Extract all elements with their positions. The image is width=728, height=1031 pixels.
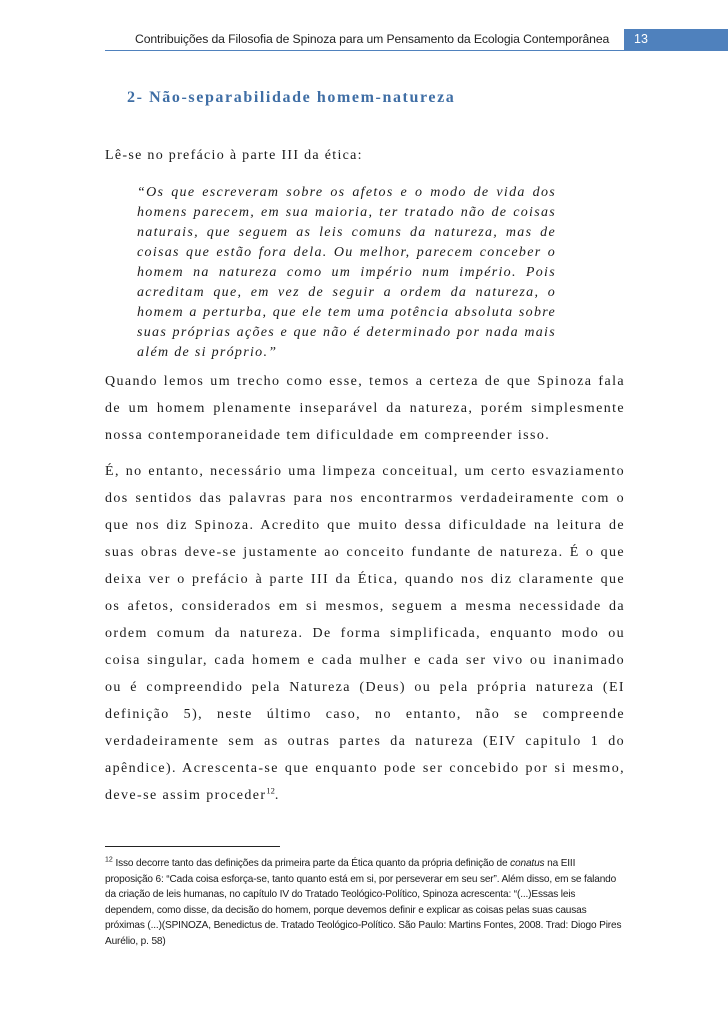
block-quote: “Os que escreveram sobre os afetos e o modo de vida dos homens parecem, em sua maioria, ter tratado não de coisas naturais, que seguem as leis comuns da natureza, mas de coisas que estão fora dela. Ou melhor, parecem conceber o homem na natureza como um império num império. Pois acreditam que, em vez de seguir a ordem da natureza, o homem a perturba, que ele tem uma potência absoluta sobre suas próprias ações e que não é determinado por nada mais além de si próprio.” — [137, 185, 556, 360]
footnote-number: 12 — [105, 856, 113, 864]
body-paragraph-2 — [105, 458, 625, 809]
footnote-text-before: Isso decorre tanto das definições da primeira parte da Ética quanto da própria definição de — [112, 858, 511, 869]
running-title: Contribuições da Filosofia de Spinoza para um Pensamento da Ecologia Contemporânea — [135, 32, 610, 46]
intro-text: Lê-se no prefácio à parte III da ética: — [105, 148, 363, 163]
footnote-text-after: na EIII proposição 6: “Cada coisa esforça-se, tanto quanto está em si, por perseverar em seu ser”. Além disso, em se falando da criação de leis humanas, no capítulo IV do Tratado Teológico-Político, Spinoza acrescenta: “(...)Essas leis dependem, como disse, da decisão do homem, porque devemos definir e explicar as coisas pelas suas causas próximas (...)(SPINOZA, Benedictus de. Tratado Teológico-Político. São Paulo: Martins Fontes, 2008. Trad: Diogo Pires Aurélio, p. 58) — [105, 858, 622, 947]
body-paragraph-1: Quando lemos um trecho como esse, temos a certeza de que Spinoza fala de um homem plenamente inseparável da natureza, porém simplesmente nossa contemporaneidade tem dificuldade em compreender isso. — [105, 374, 625, 443]
header-rule — [105, 50, 624, 51]
footnote-emphasis: conatus — [510, 858, 545, 869]
paragraph-end: . — [274, 788, 280, 803]
footnote-reference[interactable]: 12 — [266, 785, 275, 796]
page-header — [0, 27, 728, 57]
page-number-box — [624, 29, 728, 51]
section-title: 2- Não-separabilidade homem-natureza — [127, 89, 456, 106]
footnote-separator — [105, 846, 280, 847]
body-paragraph-2-text: É, no entanto, necessário uma limpeza conceitual, um certo esvaziamento dos sentidos das palavras para nos encontrarmos verdadeiramente com o que nos diz Spinoza. Acredito que muito dessa dificuldade na leitura de suas obras deve-se justamente ao conceito fundante de natureza. É o que deixa ver o prefácio à parte III da Ética, quando nos diz claramente que os afetos, considerados em si mesmos, seguem a mesma necessidade da ordem comum da natureza. De forma simplificada, enquanto modo ou coisa singular, cada homem e cada mulher e cada ser vivo ou inanimado ou é compreendido pela Natureza (Deus) ou pela própria natureza (EI definição 5), neste último caso, no entanto, não se compreende verdadeiramente sem as outras partes da natureza (EIV capitulo 1 do apêndice). Acrescenta-se que enquanto pode ser concebido por si mesmo, deve-se assim proceder — [105, 464, 625, 803]
footnote — [105, 856, 625, 949]
page-number: 13 — [634, 32, 648, 46]
